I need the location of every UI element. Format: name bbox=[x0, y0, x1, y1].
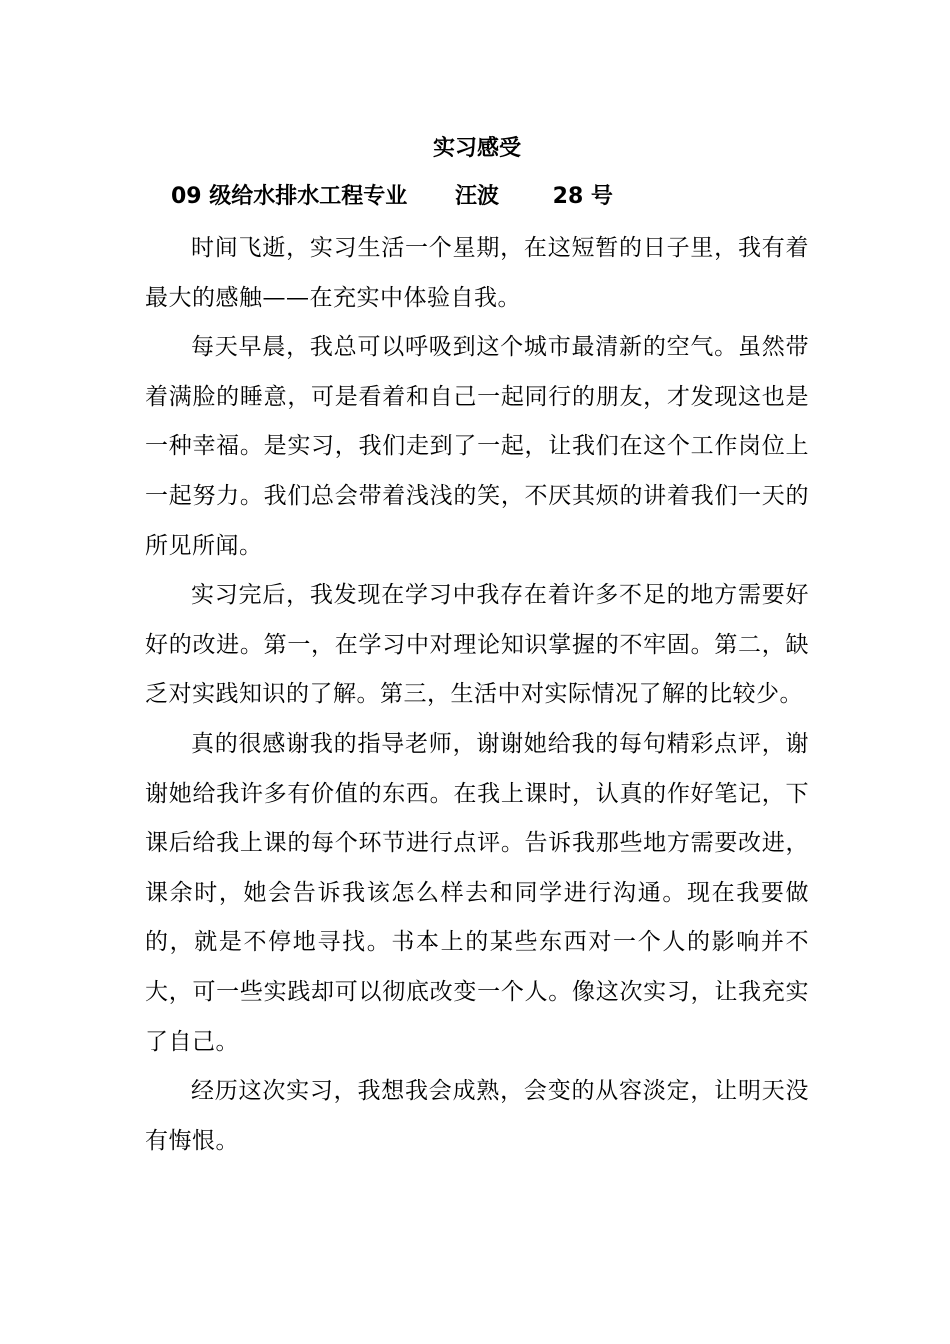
document-title: 实习感受 bbox=[432, 136, 521, 161]
paragraph-4: 真的很感谢我的指导老师，谢谢她给我的每句精彩点评，谢谢她给我许多有价值的东西。在我上课时，认真的作好笔记，下课后给我上课的每个环节进行点评。告诉我那些地方需要改进，课余时，她会告诉我该怎么样去和同学进行沟通。现在我要做的，就是不停地寻找。书本上的某些东西对一个人的影响并不大，可一些实践却可以彻底改变一个人。像这次实习，让我充实了自己。 bbox=[145, 730, 809, 1055]
paragraph-5: 经历这次实习，我想我会成熟，会变的从容淡定，让明天没有悔恨。 bbox=[145, 1078, 809, 1154]
author-byline bbox=[171, 178, 809, 216]
paragraph-1: 时间飞逝，实习生活一个星期，在这短暂的日子里，我有着最大的感触——在充实中体验自我。 bbox=[145, 235, 809, 311]
author-number: 28 号 bbox=[552, 184, 613, 209]
document-content bbox=[145, 130, 809, 1166]
author-name: 汪波 bbox=[454, 184, 499, 209]
paragraph-3: 实习完后，我发现在学习中我存在着许多不足的地方需要好好的改进。第一，在学习中对理论知识掌握的不牢固。第二，缺乏对实践知识的了解。第三，生活中对实际情况了解的比较少。 bbox=[145, 582, 809, 708]
document-body bbox=[145, 224, 809, 1166]
author-major: 09 级给水排水工程专业 bbox=[171, 184, 408, 209]
paragraph-2: 每天早晨，我总可以呼吸到这个城市最清新的空气。虽然带着满脸的睡意，可是看着和自己一起同行的朋友，才发现这也是一种幸福。是实习，我们走到了一起，让我们在这个工作岗位上一起努力。我们总会带着浅浅的笑，不厌其烦的讲着我们一天的所见所闻。 bbox=[145, 334, 809, 559]
